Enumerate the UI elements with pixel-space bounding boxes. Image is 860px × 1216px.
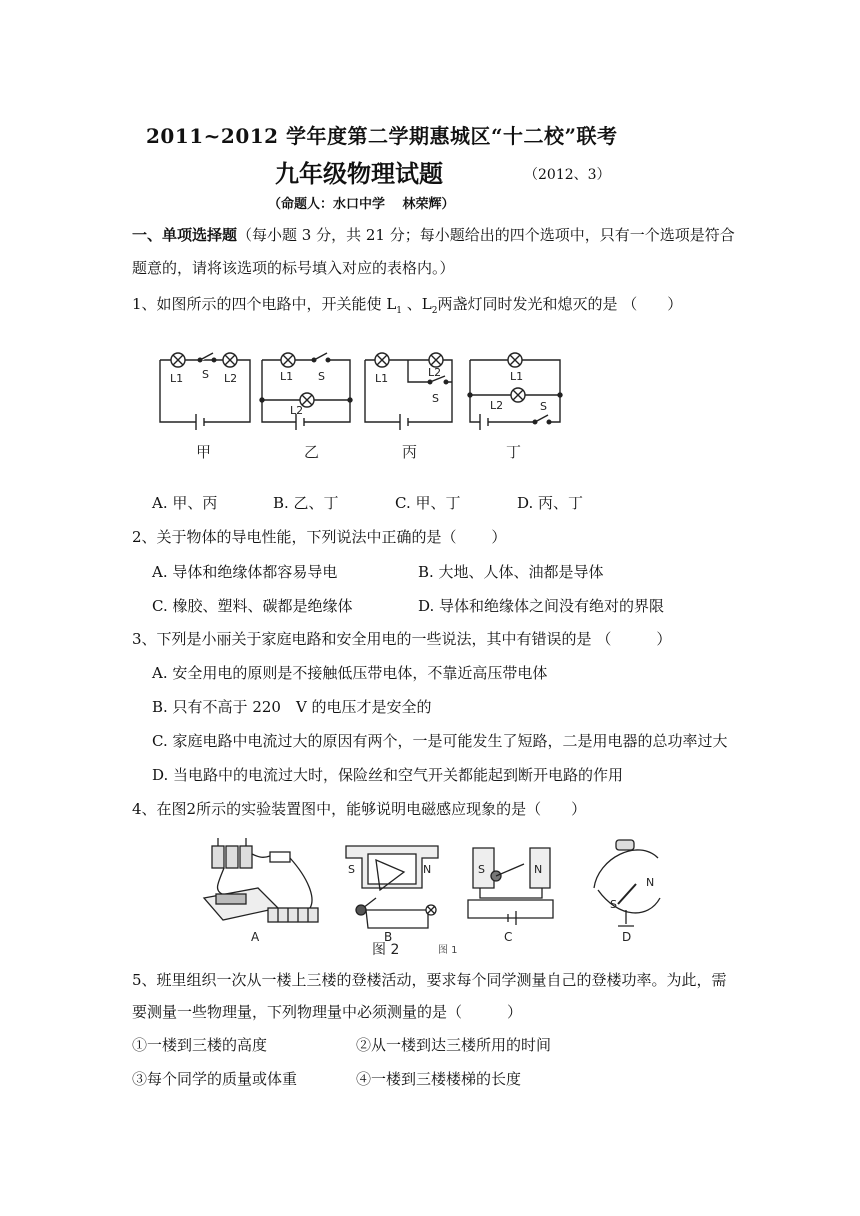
lamp-icon — [281, 353, 295, 367]
q3-option-d: D. 当电路中的电流过大时，保险丝和空气开关都能起到断开电路的作用 — [152, 766, 624, 784]
switch-label: S — [318, 370, 325, 383]
section1-intro-line2: 题意的，请将该选项的标号填入对应的表格内。） — [132, 259, 455, 277]
pole-n-label: N — [534, 863, 543, 876]
q3-option-b: B. 只有不高于 220 V 的电压才是安全的 — [152, 698, 432, 716]
q1-stem-b: 、L — [402, 295, 432, 313]
switch-label: S — [432, 392, 439, 405]
q1-stem-c: 两盏灯同时发光和熄灭的是 （ ） — [437, 295, 683, 313]
q4-stem: 4、在图2所示的实验装置图中，能够说明电磁感应现象的是（ ） — [132, 800, 587, 818]
apparatus-c — [468, 848, 553, 925]
figure-caption: 图 2 — [372, 942, 400, 958]
apparatus-b — [346, 846, 438, 928]
q1-option-b: B. 乙、丁 — [273, 494, 339, 512]
pole-n-label: N — [423, 863, 432, 876]
lamp-label: L1 — [510, 370, 524, 383]
section1-intro-text: （每小题 3 分，共 21 分；每小题给出的四个选项中，只有一个选项是符合 — [237, 226, 735, 244]
q3-option-c: C. 家庭电路中电流过大的原因有两个，一是可能发生了短路，二是用电器的总功率过大 — [152, 732, 728, 750]
q2-stem: 2、关于物体的导电性能，下列说法中正确的是（ ） — [132, 528, 507, 546]
q1-stem-a: 1、如图所示的四个电路中，开关能使 L — [132, 295, 397, 313]
exam-title-line1: 2011~2012 学年度第二学期惠城区“十二校”联考 — [146, 124, 618, 148]
lamp-icon — [223, 353, 237, 367]
circuit-yi — [260, 353, 352, 430]
q1-sub2: 2 — [431, 306, 438, 316]
apparatus-label: B — [384, 930, 393, 944]
q1-sub1: 1 — [396, 306, 403, 316]
switch-label: S — [202, 368, 209, 381]
lamp-label: L2 — [290, 404, 304, 417]
circuit-label: 丙 — [402, 443, 418, 461]
q2-option-c: C. 橡胶、塑料、碳都是绝缘体 — [152, 597, 353, 615]
q3-option-a: A. 安全用电的原则是不接触低压带电体，不靠近高压带电体 — [152, 664, 548, 682]
q1-option-a: A. 甲、丙 — [152, 494, 218, 512]
lamp-icon — [375, 353, 389, 367]
q4-apparatus-figure — [198, 828, 668, 958]
circuit-bing — [365, 353, 452, 430]
q2-option-a: A. 导体和绝缘体都容易导电 — [152, 563, 338, 581]
pole-s-label: S — [348, 863, 355, 876]
exam-author: （命题人：水口中学 林荣辉） — [268, 197, 455, 212]
lamp-icon — [426, 905, 436, 915]
lamp-label: L1 — [375, 372, 389, 385]
lamp-icon — [429, 353, 443, 367]
pole-n-label: N — [646, 876, 655, 889]
apparatus-label: A — [251, 930, 260, 944]
circuit-jia — [160, 353, 250, 430]
q1-option-c: C. 甲、丁 — [395, 494, 461, 512]
q1-circuit-figure — [150, 340, 580, 465]
lamp-label: L2 — [428, 366, 442, 379]
circuit-label: 乙 — [304, 443, 320, 461]
apparatus-a — [204, 838, 318, 922]
circuit-label: 甲 — [196, 443, 212, 461]
q5-item-4: ④一楼到三楼楼梯的长度 — [356, 1070, 522, 1088]
lamp-label: L1 — [280, 370, 294, 383]
exam-date: （2012、3） — [524, 167, 611, 183]
q2-option-b: B. 大地、人体、油都是导体 — [418, 563, 604, 581]
circuit-label: 丁 — [506, 443, 522, 461]
lamp-label: L2 — [490, 399, 504, 412]
q5-item-3: ③每个同学的质量或体重 — [132, 1070, 298, 1088]
exam-title-line2: 九年级物理试题 — [275, 160, 443, 188]
q1-stem — [132, 294, 682, 321]
lamp-icon — [171, 353, 185, 367]
lamp-label: L2 — [224, 372, 238, 385]
q5-stem-line2: 要测量一些物理量，下列物理量中必须测量的是（ ） — [132, 1003, 523, 1021]
q5-stem-line1: 5、班里组织一次从一楼上三楼的登楼活动，要求每个同学测量自己的登楼功率。为此，需 — [132, 971, 727, 989]
figure-caption-small: 图 1 — [438, 945, 458, 956]
q1-option-d: D. 丙、丁 — [517, 494, 584, 512]
section1-intro-line1 — [132, 225, 735, 245]
switch-label: S — [540, 400, 547, 413]
apparatus-d — [594, 840, 660, 926]
pole-s-label: S — [610, 898, 617, 911]
switch-icon — [533, 415, 551, 424]
lamp-icon — [511, 388, 525, 402]
section1-heading: 一、单项选择题 — [132, 226, 238, 244]
switch-icon — [312, 353, 330, 362]
apparatus-label: C — [504, 930, 513, 944]
apparatus-label: D — [622, 930, 632, 944]
pole-s-label: S — [478, 863, 485, 876]
circuit-ding — [468, 353, 562, 430]
q2-option-d: D. 导体和绝缘体之间没有绝对的界限 — [418, 597, 665, 615]
q5-item-2: ②从一楼到达三楼所用的时间 — [356, 1036, 552, 1054]
q5-item-1: ①一楼到三楼的高度 — [132, 1036, 268, 1054]
q3-stem: 3、下列是小丽关于家庭电路和安全用电的一些说法，其中有错误的是 （ ） — [132, 630, 672, 648]
lamp-icon — [508, 353, 522, 367]
lamp-label: L1 — [170, 372, 184, 385]
